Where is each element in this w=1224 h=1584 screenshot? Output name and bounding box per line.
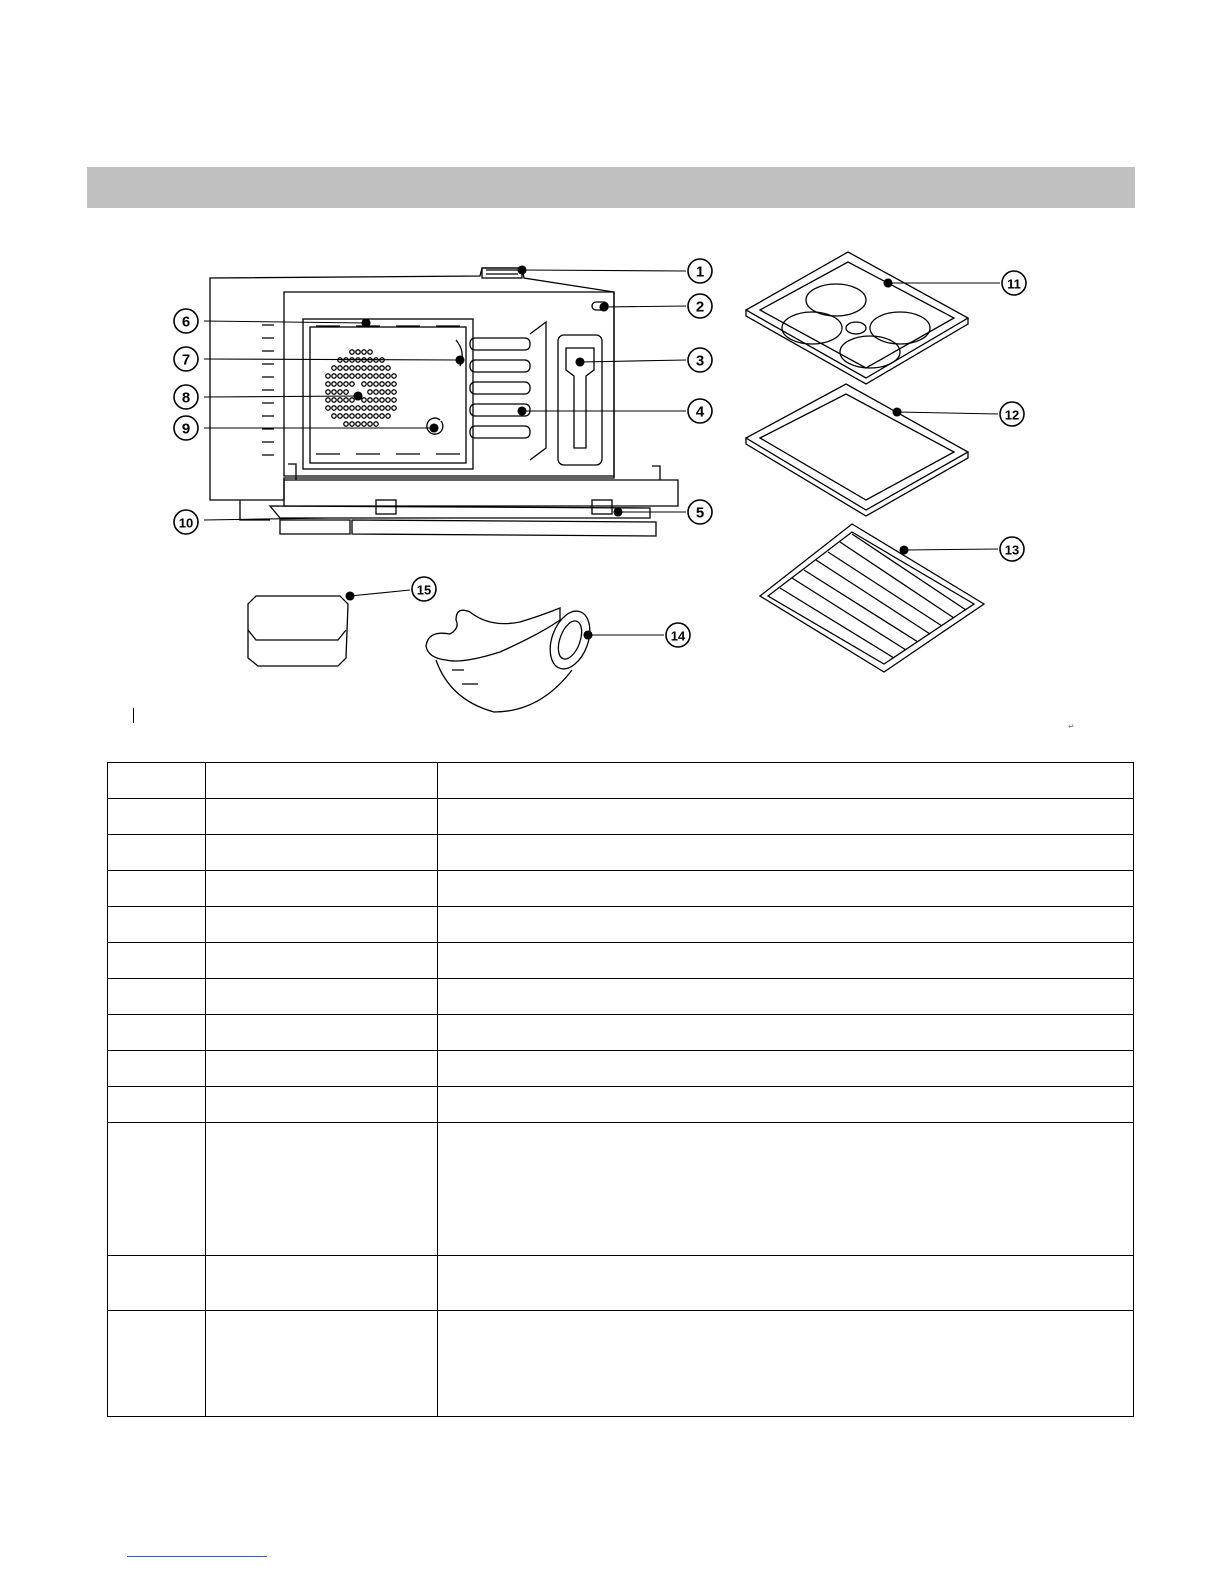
callout-label: 3	[695, 352, 705, 370]
table-cell-desc	[438, 1311, 1134, 1417]
table-cell-num	[108, 1123, 206, 1256]
table-cell-desc	[438, 907, 1134, 943]
footer-link-underline[interactable]	[127, 1556, 267, 1557]
table-row	[108, 1123, 1134, 1256]
parts-table	[107, 762, 1134, 1417]
table-row	[108, 1087, 1134, 1123]
table-cell-name	[206, 799, 438, 835]
table-row	[108, 1311, 1134, 1417]
callout-label: 7	[181, 351, 191, 369]
table-cell-desc	[438, 1256, 1134, 1311]
table-row	[108, 871, 1134, 907]
table-cell-name	[206, 907, 438, 943]
table-cell-name	[206, 1051, 438, 1087]
fan-grille	[326, 350, 396, 426]
table-row	[108, 1051, 1134, 1087]
table-cell-desc	[438, 1123, 1134, 1256]
table-row	[108, 907, 1134, 943]
table-cell-desc	[438, 1087, 1134, 1123]
table-row	[108, 835, 1134, 871]
callout-label: 12	[1004, 407, 1020, 423]
table-cell-num	[108, 799, 206, 835]
callout-label: 14	[670, 628, 686, 644]
table-cell-desc	[438, 871, 1134, 907]
table-cell-num	[108, 1051, 206, 1087]
callout-label: 6	[181, 313, 191, 331]
table-row	[108, 763, 1134, 799]
perforated-tray	[746, 252, 968, 384]
table-row	[108, 799, 1134, 835]
table-cell-num	[108, 871, 206, 907]
table-row	[108, 943, 1134, 979]
table-cell-num	[108, 979, 206, 1015]
table-cell-desc	[438, 1015, 1134, 1051]
table-cell-name	[206, 1087, 438, 1123]
wire-rack	[760, 524, 984, 672]
table-cell-name	[206, 1015, 438, 1051]
callout-label: 10	[178, 515, 194, 531]
table-cell-desc	[438, 1051, 1134, 1087]
table-cell-num	[108, 1087, 206, 1123]
table-cell-num	[108, 943, 206, 979]
callout-label: 9	[181, 420, 191, 438]
table-cell-name	[206, 835, 438, 871]
table-cell-desc	[438, 835, 1134, 871]
table-row	[108, 1015, 1134, 1051]
callout-label: 5	[695, 504, 705, 522]
table-row	[108, 979, 1134, 1015]
paragraph-return-mark: ↵	[1068, 722, 1075, 731]
callout-label: 13	[1004, 542, 1020, 558]
table-cell-num	[108, 835, 206, 871]
table-cell-name	[206, 1123, 438, 1256]
oven-parts-diagram	[0, 0, 1224, 740]
table-cell-num	[108, 1015, 206, 1051]
table-cell-name	[206, 871, 438, 907]
callout-label: 8	[181, 389, 191, 407]
table-cell-desc	[438, 943, 1134, 979]
table-cell-num	[108, 1311, 206, 1417]
table-cell-num	[108, 907, 206, 943]
table-cell-num	[108, 1256, 206, 1311]
table-cell-desc	[438, 979, 1134, 1015]
solid-tray	[746, 384, 968, 516]
table-cell-name	[206, 1311, 438, 1417]
text-cursor	[133, 708, 134, 723]
table-cell-name	[206, 979, 438, 1015]
table-cell-name	[206, 1256, 438, 1311]
table-cell-name	[206, 943, 438, 979]
callout-label: 1	[695, 263, 705, 281]
callout-label: 2	[695, 298, 705, 316]
table-row	[108, 1256, 1134, 1311]
cleaning-sponge	[248, 596, 348, 666]
table-cell-desc	[438, 799, 1134, 835]
table-cell-num	[108, 763, 206, 799]
oven-glove	[426, 606, 597, 712]
callout-label: 4	[695, 403, 705, 421]
callout-label: 11	[1007, 276, 1021, 292]
callout-label: 15	[416, 582, 432, 598]
table-cell-desc	[438, 763, 1134, 799]
table-cell-name	[206, 763, 438, 799]
